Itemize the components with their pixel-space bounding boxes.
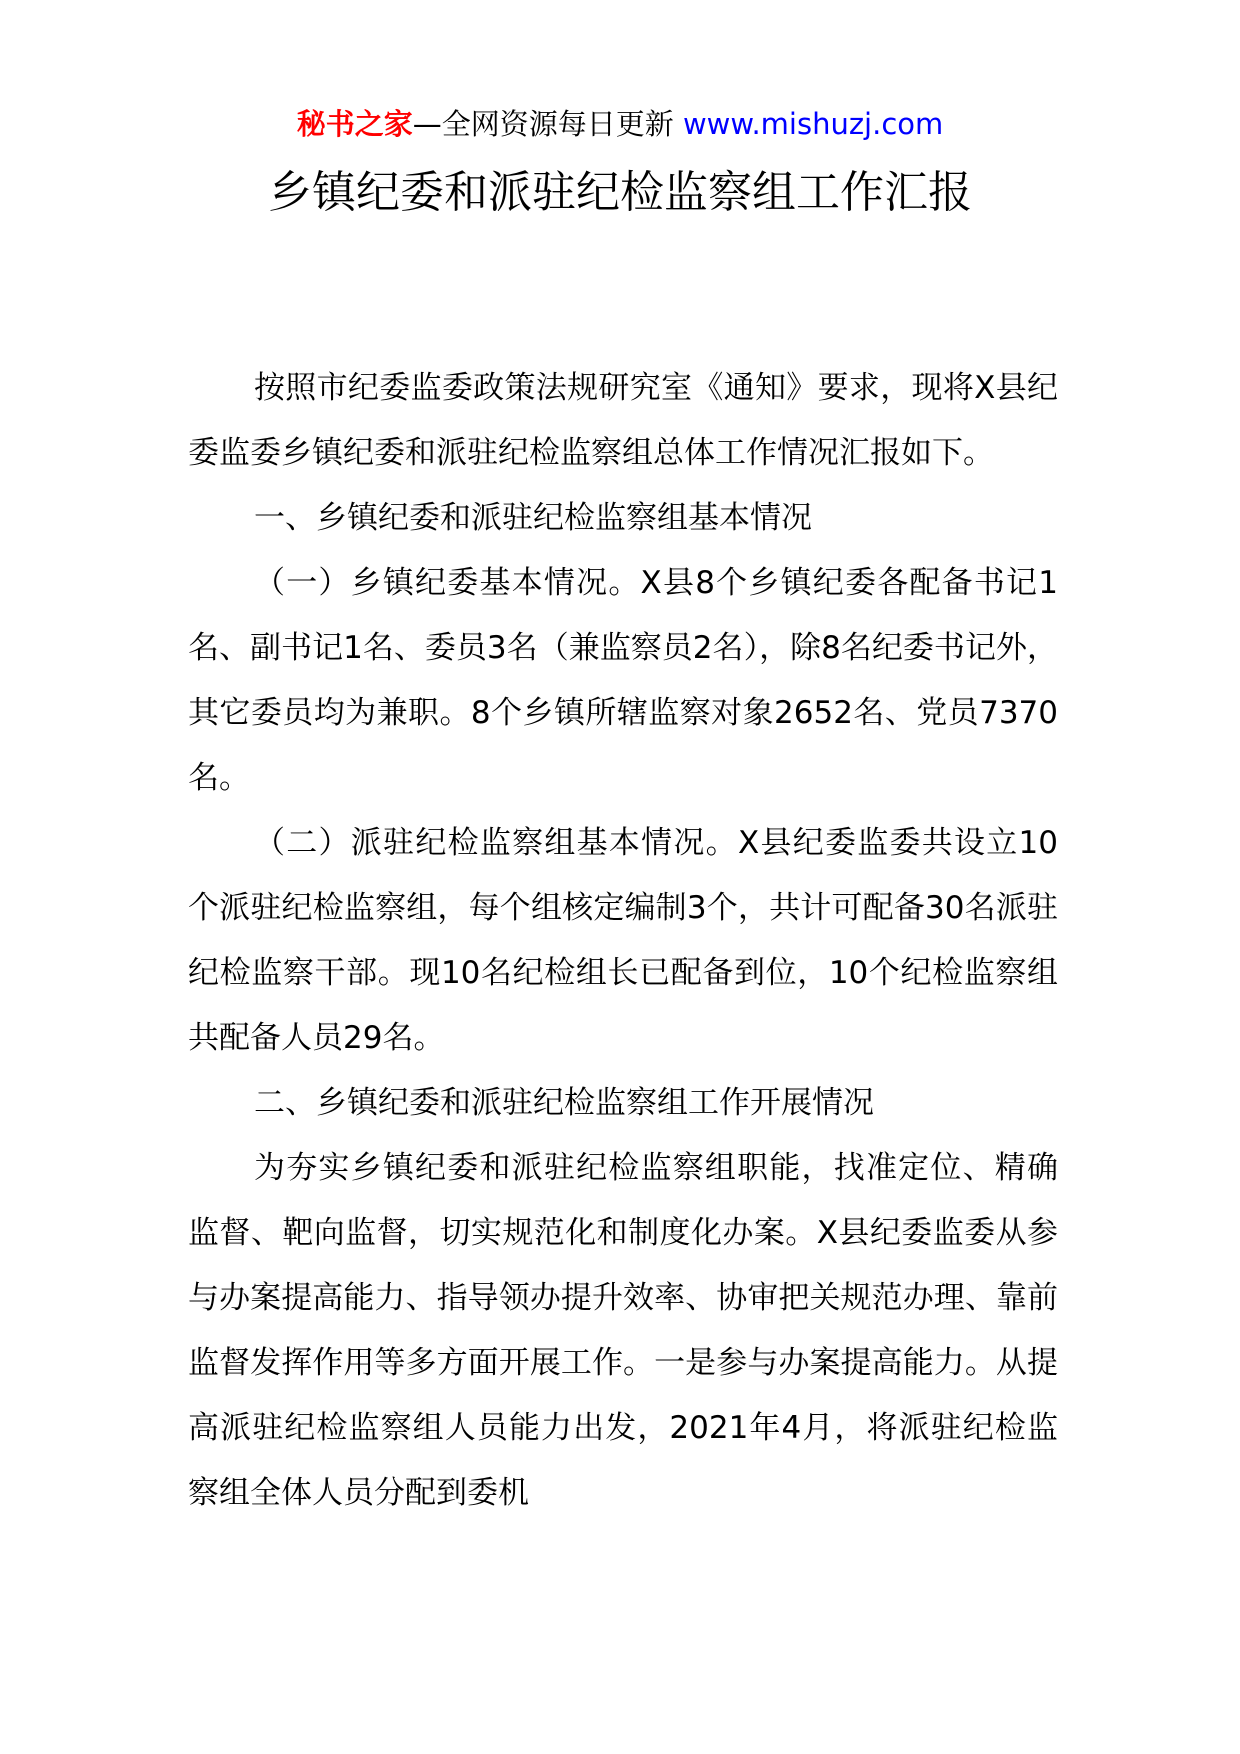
section-heading-2: 二、乡镇纪委和派驻纪检监察组工作开展情况 — [254, 1085, 874, 1121]
site-tagline: —全网资源每日更新 — [412, 107, 674, 141]
site-url-link[interactable]: www.mishuzj.com — [682, 107, 944, 141]
section-heading-1: 一、乡镇纪委和派驻纪检监察组基本情况 — [254, 500, 812, 536]
site-brand: 秘书之家 — [296, 107, 413, 141]
site-header — [0, 104, 1240, 144]
paragraph-stationed-groups: （二）派驻纪检监察组基本情况。X县纪委监委共设立10个派驻纪检监察组，每个组核定编制3个，共计可配备30名派驻纪检监察干部。现10名纪检组长已配备到位，10个纪检监察组共配备人员29名。 — [188, 825, 1058, 1056]
paragraph-township-commission: （一）乡镇纪委基本情况。X县8个乡镇纪委各配备书记1名、副书记1名、委员3名（兼监察员2名），除8名纪委书记外，其它委员均为兼职。8个乡镇所辖监察对象2652名、党员7370名。 — [188, 565, 1058, 796]
paragraph-intro: 按照市纪委监委政策法规研究室《通知》要求，现将X县纪委监委乡镇纪委和派驻纪检监察组总体工作情况汇报如下。 — [188, 370, 1058, 471]
paragraph-work-progress: 为夯实乡镇纪委和派驻纪检监察组职能，找准定位、精确监督、靶向监督，切实规范化和制度化办案。X县纪委监委从参与办案提高能力、指导领办提升效率、协审把关规范办理、靠前监督发挥作用等多方面开展工作。一是参与办案提高能力。从提高派驻纪检监察组人员能力出发，2021年4月，将派驻纪检监察组全体人员分配到委机 — [188, 1150, 1058, 1511]
document-title: 乡镇纪委和派驻纪检监察组工作汇报 — [268, 167, 972, 218]
document-body — [188, 356, 1058, 1526]
